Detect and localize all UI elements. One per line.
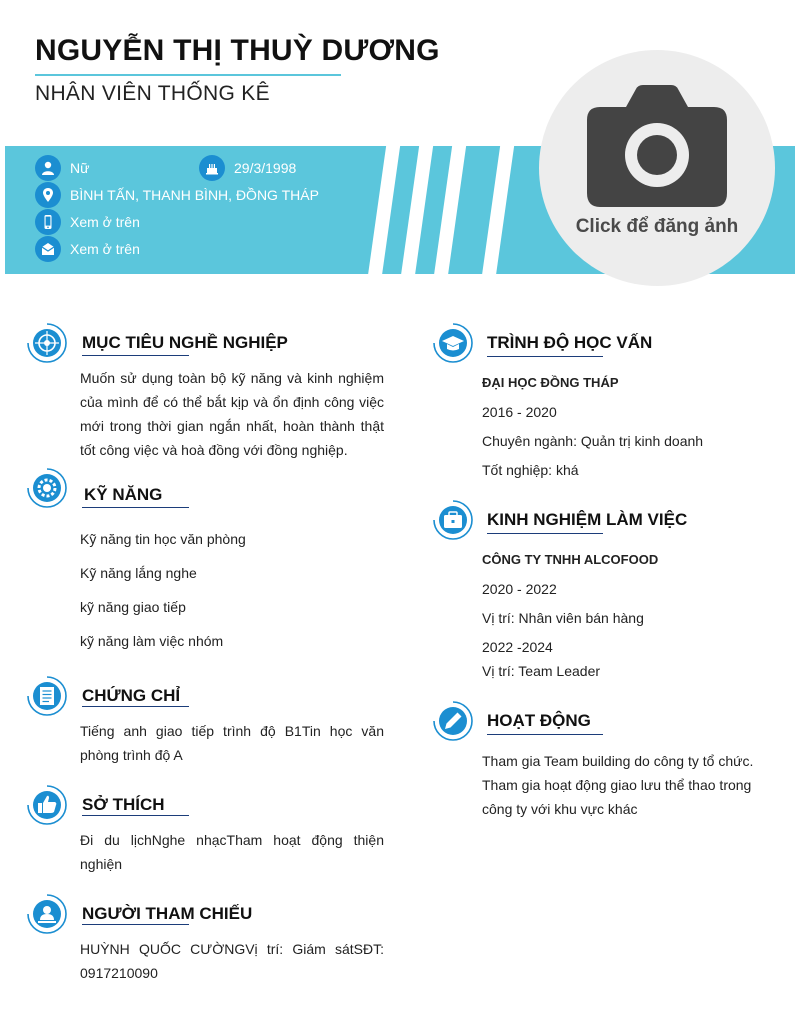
camera-icon	[586, 85, 728, 209]
contact-card-icon	[27, 894, 67, 934]
user-icon	[35, 155, 61, 181]
band-stripe	[432, 146, 467, 274]
skill-item: Kỹ năng tin học văn phòng	[80, 531, 246, 547]
section-rule	[82, 706, 189, 707]
experience-period: 2020 - 2022	[482, 581, 557, 597]
certificates-text: Tiếng anh giao tiếp trình độ B1Tin học văn phòng trình độ A	[80, 723, 384, 763]
section-rule	[82, 355, 189, 356]
band-stripe	[366, 146, 401, 274]
name-underline	[35, 74, 341, 76]
mail-icon	[35, 236, 61, 262]
pencil-icon	[433, 701, 473, 741]
contact-phone	[35, 209, 140, 235]
references-text: HUỲNH QUỐC CƯỜNGVị trí: Giám sátSĐT: 0917210090	[80, 941, 384, 981]
section-title-experience: KINH NGHIỆM LÀM VIỆC	[487, 510, 688, 529]
birthdate-value: 29/3/1998	[234, 160, 297, 176]
contact-email	[35, 236, 140, 262]
skill-item: Kỹ năng lắng nghe	[80, 565, 197, 581]
thumbs-up-icon	[27, 785, 67, 825]
section-title-references: NGƯỜI THAM CHIẾU	[82, 904, 253, 923]
contact-address	[35, 182, 319, 208]
phone-icon	[35, 209, 61, 235]
activities-text: Tham gia Team building do công ty tổ chức. Tham gia hoạt động giao lưu thể thao trong công ty với khu vực khác	[482, 753, 754, 817]
contact-gender	[35, 155, 89, 181]
email-value: Xem ở trên	[70, 241, 140, 257]
section-rule	[82, 507, 189, 508]
section-title-education: TRÌNH ĐỘ HỌC VẤN	[487, 333, 653, 352]
section-rule	[487, 734, 603, 735]
photo-upload-label: Click để đăng ảnh	[575, 216, 739, 237]
target-icon	[27, 323, 67, 363]
education-school: ĐẠI HỌC ĐỒNG THÁP	[482, 375, 619, 390]
section-title-activities: HOẠT ĐỘNG	[487, 711, 591, 730]
photo-upload[interactable]	[539, 50, 775, 286]
section-rule	[487, 533, 603, 534]
hobbies-text: Đi du lịchNghe nhạcTham hoạt động thiện nghiện	[80, 832, 384, 872]
band-stripe	[399, 146, 434, 274]
objective-text: Muốn sử dụng toàn bộ kỹ năng và kinh nghiệm của mình để có thể bắt kịp và ổn định công việc mới trong thời gian ngắn nhất, hoàn thành thật tốt công việc và hoà đồng với đồng nghiệp.	[80, 370, 384, 458]
contact-birthdate	[199, 155, 296, 181]
document-icon	[27, 676, 67, 716]
cake-icon	[199, 155, 225, 181]
education-major: Chuyên ngành: Quản trị kinh doanh	[482, 433, 704, 449]
gender-value: Nữ	[70, 160, 90, 176]
graduation-cap-icon	[433, 323, 473, 363]
experience-position: Vị trí: Team Leader	[482, 663, 601, 679]
experience-company: CÔNG TY TNHH ALCOFOOD	[482, 552, 659, 567]
job-title: NHÂN VIÊN THỐNG KÊ	[35, 82, 270, 105]
skill-item: kỹ năng giao tiếp	[80, 599, 186, 615]
section-rule	[82, 924, 189, 925]
map-pin-icon	[35, 182, 61, 208]
address-value: BÌNH TẤN, THANH BÌNH, ĐỒNG THÁP	[70, 187, 319, 203]
phone-value: Xem ở trên	[70, 214, 140, 230]
candidate-name: NGUYỄN THỊ THUỲ DƯƠNG	[35, 34, 440, 67]
briefcase-icon	[433, 500, 473, 540]
section-title-objective: MỤC TIÊU NGHỀ NGHIỆP	[82, 333, 288, 352]
band-stripe	[480, 146, 515, 274]
education-period: 2016 - 2020	[482, 404, 557, 420]
experience-position: Vị trí: Nhân viên bán hàng	[482, 610, 644, 626]
gear-icon	[27, 468, 67, 508]
experience-period: 2022 -2024	[482, 639, 553, 655]
section-rule	[82, 815, 189, 816]
section-rule	[487, 356, 603, 357]
section-title-skills: KỸ NĂNG	[84, 485, 163, 504]
section-title-hobbies: SỞ THÍCH	[82, 795, 165, 814]
section-title-certificates: CHỨNG CHỈ	[82, 686, 181, 705]
education-grade: Tốt nghiệp: khá	[482, 462, 579, 478]
skill-item: kỹ năng làm việc nhóm	[80, 633, 224, 649]
